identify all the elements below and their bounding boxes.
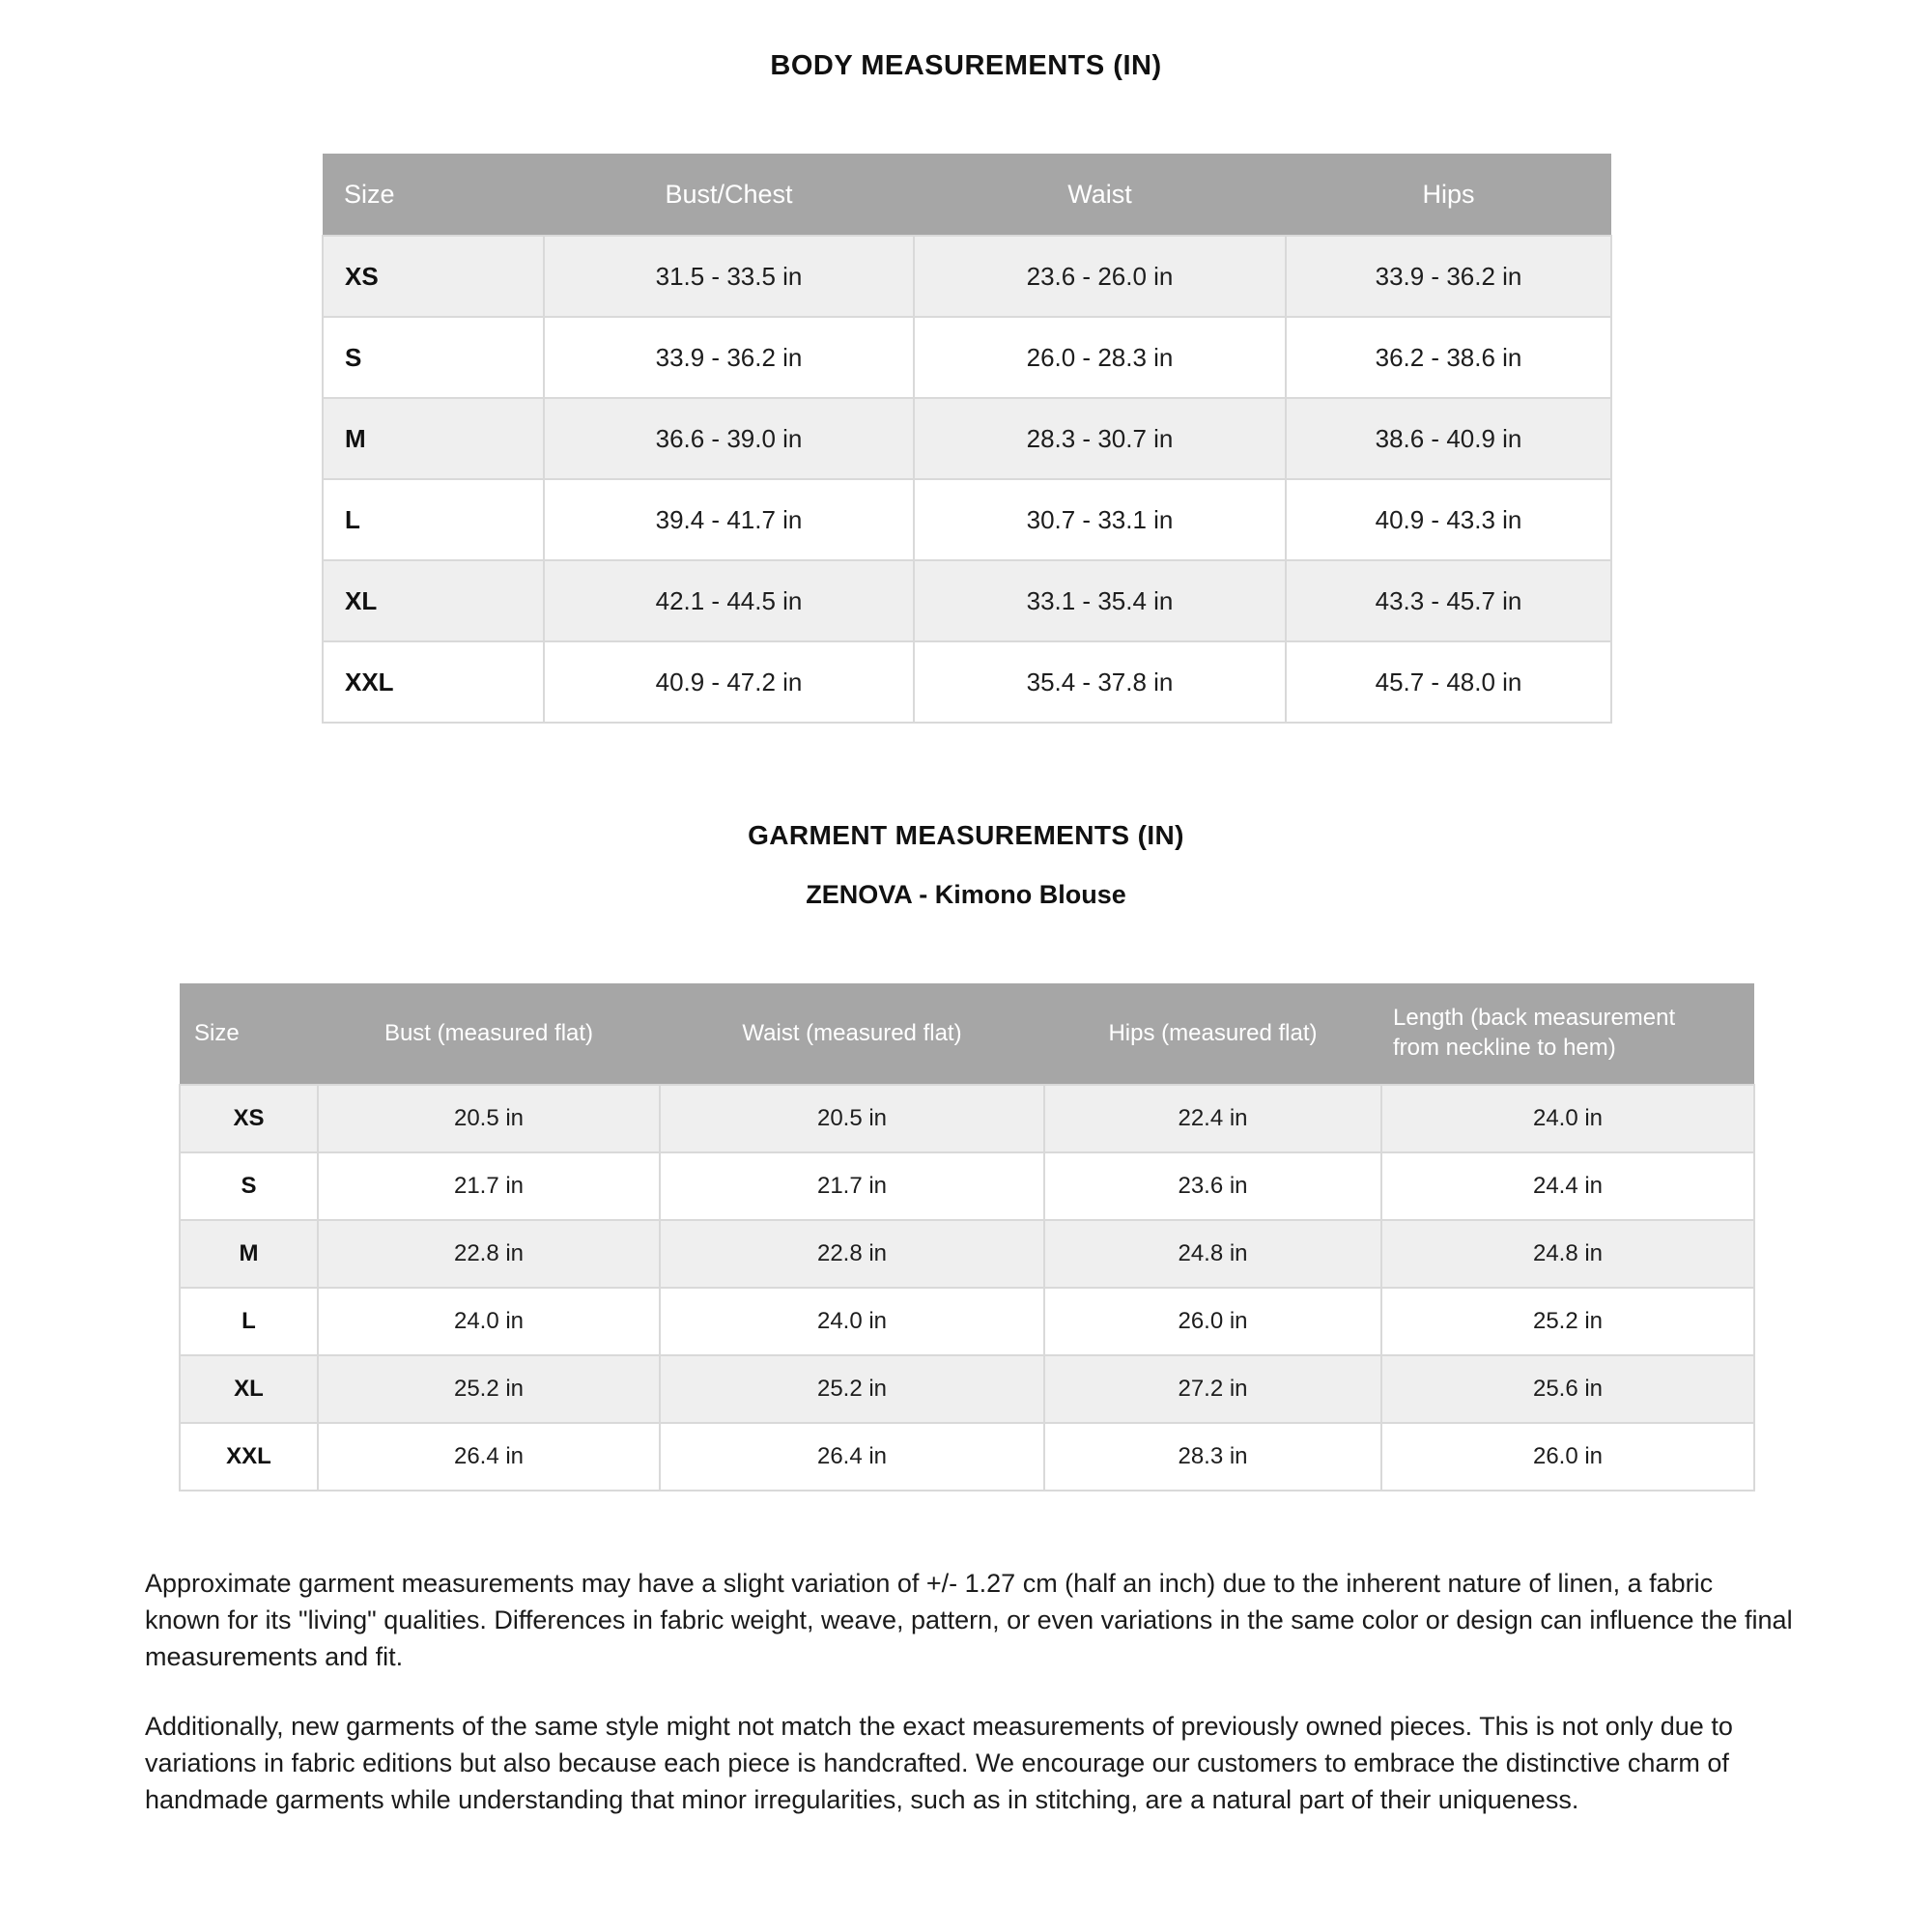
- bust-value: 26.4 in: [318, 1423, 660, 1491]
- length-value: 24.8 in: [1381, 1220, 1754, 1288]
- bust-value: 24.0 in: [318, 1288, 660, 1355]
- bust-value: 42.1 - 44.5 in: [544, 560, 914, 641]
- table-row-xs: [180, 1085, 1754, 1152]
- hips-value: 22.4 in: [1044, 1085, 1381, 1152]
- disclaimer-paragraph-1: Approximate garment measurements may have a slight variation of +/- 1.27 cm (half an inch) due to the inherent nature of linen, a fabric known for its "living" qualities. Differences in fabric weight, weave, pattern, or even variations in the same color or design can influence the final measurements and fit.: [145, 1569, 1793, 1671]
- bust-value: 39.4 - 41.7 in: [544, 479, 914, 560]
- header-row: [323, 154, 1611, 236]
- column-header-size: Size: [180, 983, 318, 1085]
- hips-value: 28.3 in: [1044, 1423, 1381, 1491]
- bust-value: 31.5 - 33.5 in: [544, 236, 914, 317]
- body-table-header: [323, 154, 1611, 236]
- header-row: [180, 983, 1754, 1085]
- column-header-bust-chest: Bust/Chest: [544, 154, 914, 236]
- garment-measurements-table: [179, 983, 1755, 1492]
- size-label: S: [323, 317, 544, 398]
- length-value: 25.6 in: [1381, 1355, 1754, 1423]
- size-label: L: [180, 1288, 318, 1355]
- size-label: S: [180, 1152, 318, 1220]
- size-label: M: [323, 398, 544, 479]
- table-row-xl: [180, 1355, 1754, 1423]
- size-label: XXL: [323, 641, 544, 723]
- waist-value: 23.6 - 26.0 in: [914, 236, 1286, 317]
- column-header-bust-flat: Bust (measured flat): [318, 983, 660, 1085]
- bust-value: 36.6 - 39.0 in: [544, 398, 914, 479]
- bust-value: 40.9 - 47.2 in: [544, 641, 914, 723]
- column-header-hips-flat: Hips (measured flat): [1044, 983, 1381, 1085]
- waist-value: 22.8 in: [660, 1220, 1044, 1288]
- size-label: XXL: [180, 1423, 318, 1491]
- size-label: M: [180, 1220, 318, 1288]
- bust-value: 21.7 in: [318, 1152, 660, 1220]
- waist-value: 33.1 - 35.4 in: [914, 560, 1286, 641]
- length-value: 24.0 in: [1381, 1085, 1754, 1152]
- length-value: 24.4 in: [1381, 1152, 1754, 1220]
- garment-product-name: ZENOVA - Kimono Blouse: [806, 880, 1126, 909]
- column-header-waist-flat: Waist (measured flat): [660, 983, 1044, 1085]
- waist-value: 25.2 in: [660, 1355, 1044, 1423]
- garment-table-header: [180, 983, 1754, 1085]
- bust-value: 20.5 in: [318, 1085, 660, 1152]
- hips-value: 23.6 in: [1044, 1152, 1381, 1220]
- size-label: L: [323, 479, 544, 560]
- table-row-s: [323, 317, 1611, 398]
- body-measurements-table: [322, 154, 1612, 724]
- length-value: 26.0 in: [1381, 1423, 1754, 1491]
- hips-value: 36.2 - 38.6 in: [1286, 317, 1611, 398]
- waist-value: 21.7 in: [660, 1152, 1044, 1220]
- hips-value: 26.0 in: [1044, 1288, 1381, 1355]
- hips-value: 43.3 - 45.7 in: [1286, 560, 1611, 641]
- length-value: 25.2 in: [1381, 1288, 1754, 1355]
- column-header-waist: Waist: [914, 154, 1286, 236]
- bust-value: 33.9 - 36.2 in: [544, 317, 914, 398]
- disclaimer-paragraph-2: Additionally, new garments of the same style might not match the exact measurements of previously owned pieces. This is not only due to variations in fabric editions but also because each piece is handcrafted. We encourage our customers to embrace the distinctive charm of handmade garments while understanding that minor irregularities, such as in stitching, are a natural part of their uniqueness.: [145, 1712, 1733, 1814]
- hips-value: 27.2 in: [1044, 1355, 1381, 1423]
- bust-value: 22.8 in: [318, 1220, 660, 1288]
- table-row-s: [180, 1152, 1754, 1220]
- waist-value: 30.7 - 33.1 in: [914, 479, 1286, 560]
- waist-value: 35.4 - 37.8 in: [914, 641, 1286, 723]
- table-row-xl: [323, 560, 1611, 641]
- size-label: XS: [323, 236, 544, 317]
- hips-value: 38.6 - 40.9 in: [1286, 398, 1611, 479]
- waist-value: 28.3 - 30.7 in: [914, 398, 1286, 479]
- table-row-m: [323, 398, 1611, 479]
- table-row-xxl: [323, 641, 1611, 723]
- table-row-xs: [323, 236, 1611, 317]
- column-header-size: Size: [323, 154, 544, 236]
- waist-value: 26.0 - 28.3 in: [914, 317, 1286, 398]
- hips-value: 45.7 - 48.0 in: [1286, 641, 1611, 723]
- waist-value: 20.5 in: [660, 1085, 1044, 1152]
- body-measurements-title: BODY MEASUREMENTS (IN): [770, 50, 1162, 81]
- table-row-xxl: [180, 1423, 1754, 1491]
- table-row-l: [180, 1288, 1754, 1355]
- hips-value: 33.9 - 36.2 in: [1286, 236, 1611, 317]
- column-header-hips: Hips: [1286, 154, 1611, 236]
- table-row-m: [180, 1220, 1754, 1288]
- hips-value: 24.8 in: [1044, 1220, 1381, 1288]
- table-row-l: [323, 479, 1611, 560]
- bust-value: 25.2 in: [318, 1355, 660, 1423]
- column-header-length: Length (back measurement from neckline to hem): [1381, 983, 1754, 1085]
- waist-value: 24.0 in: [660, 1288, 1044, 1355]
- size-label: XS: [180, 1085, 318, 1152]
- size-label: XL: [323, 560, 544, 641]
- waist-value: 26.4 in: [660, 1423, 1044, 1491]
- measurement-disclaimer: [145, 1565, 1793, 1818]
- garment-measurements-title: GARMENT MEASUREMENTS (IN): [748, 820, 1184, 850]
- size-label: XL: [180, 1355, 318, 1423]
- hips-value: 40.9 - 43.3 in: [1286, 479, 1611, 560]
